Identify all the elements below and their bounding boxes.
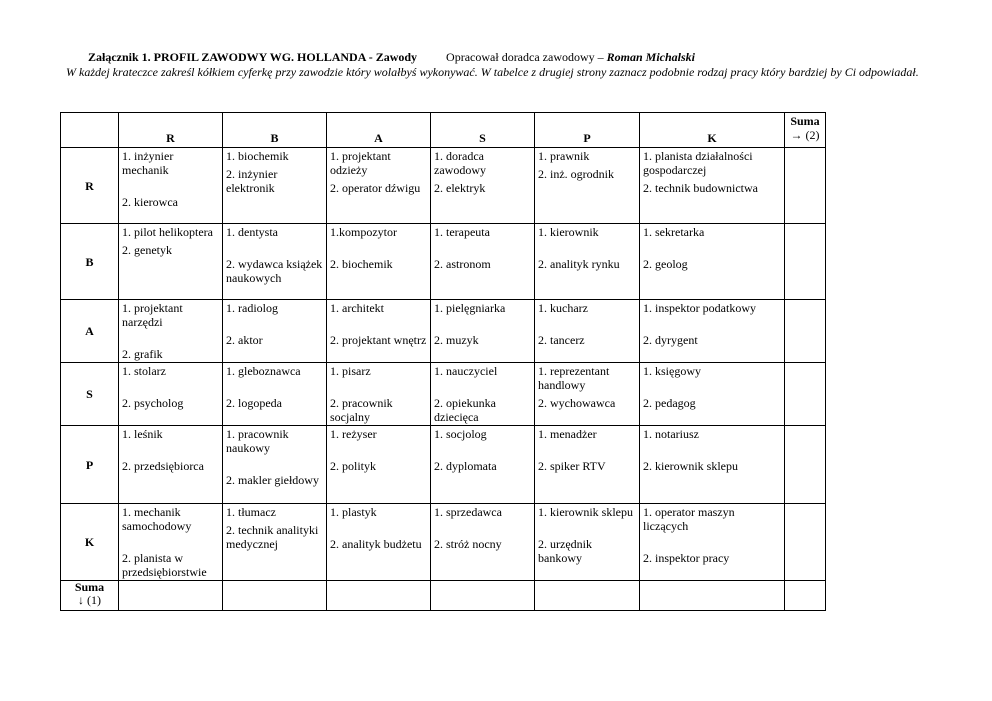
occupation-option-2[interactable]: 2. opiekunka dziecięca	[434, 396, 496, 424]
row-sum-cell[interactable]	[785, 148, 826, 224]
occupation-option-2[interactable]: 2. dyrygent	[643, 333, 698, 347]
occupation-option-2[interactable]: 2. technik analityki medycznej	[226, 523, 319, 551]
occupation-option-1[interactable]: 1. socjolog	[434, 427, 487, 441]
row-header-k: K	[61, 504, 119, 581]
instructions: W każdej krateczce zakreśl kółkiem cyferkę przy zawodzie który wolałbyś wykonywać. W tabelce z drugiej strony zaznacz podobnie rodzaj pracy który bardziej by Ci odpowiadał.	[66, 65, 919, 79]
occupation-option-2[interactable]: 2. pracownik socjalny	[330, 396, 393, 424]
occupation-option-2[interactable]: 2. kierowca	[122, 195, 178, 209]
title-line	[66, 50, 946, 65]
row-sum-cell[interactable]	[785, 363, 826, 426]
column-header-k: K	[640, 113, 785, 148]
occupation-cell	[327, 148, 431, 224]
occupation-option-2[interactable]: 2. muzyk	[434, 333, 479, 347]
column-header-s: S	[431, 113, 535, 148]
column-sum-cell[interactable]	[785, 581, 826, 611]
occupation-cell	[431, 363, 535, 426]
occupation-option-2[interactable]: 2. psycholog	[122, 396, 184, 410]
occupation-option-1[interactable]: 1. leśnik	[122, 427, 163, 441]
table-row	[61, 504, 826, 581]
sum-row	[61, 581, 826, 611]
author-name: Roman Michalski	[606, 50, 696, 64]
occupation-cell	[535, 148, 640, 224]
occupation-option-1[interactable]: 1. projektant odzieży	[330, 149, 391, 177]
occupation-option-1[interactable]: 1. biochemik	[226, 149, 289, 163]
occupation-option-1[interactable]: 1.kompozytor	[330, 225, 397, 239]
occupation-option-2[interactable]: 2. polityk	[330, 459, 377, 473]
column-sum-cell[interactable]	[327, 581, 431, 611]
occupation-option-1[interactable]: 1. księgowy	[643, 364, 701, 378]
occupation-cell	[119, 148, 223, 224]
row-sum-cell[interactable]	[785, 426, 826, 504]
occupation-cell	[640, 148, 785, 224]
occupation-cell	[119, 300, 223, 363]
occupation-option-1[interactable]: 1. menadżer	[538, 427, 597, 441]
occupation-option-1[interactable]: 1. pracownik naukowy	[226, 427, 289, 455]
occupation-cell	[535, 300, 640, 363]
document-title: PROFIL ZAWODWY WG. HOLLANDA - Zawody	[153, 50, 418, 64]
occupation-option-1[interactable]: 1. kierownik	[538, 225, 599, 239]
occupation-cell	[640, 224, 785, 300]
column-sum-cell[interactable]	[119, 581, 223, 611]
occupation-option-2[interactable]: 2. grafik	[122, 347, 163, 361]
occupation-cell	[119, 363, 223, 426]
occupation-option-1[interactable]: 1. kierownik sklepu	[538, 505, 633, 519]
occupation-option-1[interactable]: 1. reżyser	[330, 427, 377, 441]
row-sum-cell[interactable]	[785, 224, 826, 300]
occupation-option-2[interactable]: 2. przedsiębiorca	[122, 459, 204, 473]
occupation-option-2[interactable]: 2. planista w przedsiębiorstwie	[122, 551, 207, 579]
sum-row-header	[61, 581, 119, 611]
occupation-cell	[431, 300, 535, 363]
occupation-option-1[interactable]: 1. notariusz	[643, 427, 699, 441]
occupation-option-2[interactable]: 2. stróż nocny	[434, 537, 502, 551]
occupation-option-2[interactable]: 2. genetyk	[122, 243, 172, 257]
occupation-option-1[interactable]: 1. radiolog	[226, 301, 278, 315]
sum-row-sub: ↓ (1)	[78, 593, 101, 607]
occupation-option-1[interactable]: 1. prawnik	[538, 149, 590, 163]
occupation-option-1[interactable]: 1. stolarz	[122, 364, 166, 378]
row-header-p: P	[61, 426, 119, 504]
table-row	[61, 224, 826, 300]
occupation-cell	[535, 363, 640, 426]
occupation-cell	[431, 504, 535, 581]
occupation-option-1[interactable]: 1. architekt	[330, 301, 384, 315]
occupation-cell	[119, 504, 223, 581]
occupation-option-2[interactable]: 2. wydawca książek naukowych	[226, 257, 323, 285]
row-header-r: R	[61, 148, 119, 224]
occupation-cell	[640, 300, 785, 363]
occupation-option-1[interactable]: 1. gleboznawca	[226, 364, 301, 378]
occupation-option-2[interactable]: 2. inżynier elektronik	[226, 167, 278, 195]
occupation-cell	[223, 363, 327, 426]
sum-row-label: Suma	[74, 580, 105, 594]
occupation-option-1[interactable]: 1. sekretarka	[643, 225, 705, 239]
occupation-option-1[interactable]: 1. projektant narzędzi	[122, 301, 183, 329]
occupation-option-2[interactable]: 2. kierownik sklepu	[643, 459, 738, 473]
row-sum-cell[interactable]	[785, 504, 826, 581]
occupation-option-1[interactable]: 1. dentysta	[226, 225, 278, 239]
occupation-option-1[interactable]: 1. tłumacz	[226, 505, 276, 519]
occupation-option-2[interactable]: 2. elektryk	[434, 181, 486, 195]
occupation-cell	[431, 224, 535, 300]
occupation-option-1[interactable]: 1. pisarz	[330, 364, 371, 378]
occupation-cell	[535, 504, 640, 581]
table-row	[61, 363, 826, 426]
occupation-cell	[327, 504, 431, 581]
occupation-cell	[640, 363, 785, 426]
occupation-option-2[interactable]: 2. inż. ogrodnik	[538, 167, 614, 181]
occupation-option-1[interactable]: 1. plastyk	[330, 505, 377, 519]
column-header-a: A	[327, 113, 431, 148]
occupation-cell	[640, 426, 785, 504]
occupation-cell	[535, 426, 640, 504]
occupation-option-2[interactable]: 2. makler giełdowy	[226, 473, 319, 487]
corner-cell	[61, 113, 119, 148]
occupation-option-2[interactable]: 2. spiker RTV	[538, 459, 606, 473]
column-header-p: P	[535, 113, 640, 148]
occupation-cell	[223, 224, 327, 300]
column-sum-cell[interactable]	[223, 581, 327, 611]
author-prefix: Opracował doradca zawodowy –	[446, 50, 604, 64]
occupation-cell	[640, 504, 785, 581]
sum-column-label: Suma	[790, 114, 820, 128]
occupation-option-1[interactable]: 1. doradca zawodowy	[434, 149, 486, 177]
occupation-option-2[interactable]: 2. technik budownictwa	[643, 181, 758, 195]
occupation-cell	[431, 148, 535, 224]
occupation-option-1[interactable]: 1. sprzedawca	[434, 505, 502, 519]
occupation-option-2[interactable]: 2. analityk rynku	[538, 257, 620, 271]
occupation-cell	[327, 363, 431, 426]
occupation-cell	[327, 300, 431, 363]
sum-column-header	[785, 113, 826, 148]
appendix-label: Załącznik 1.	[88, 50, 151, 64]
occupation-option-2[interactable]: 2. geolog	[643, 257, 688, 271]
occupation-option-1[interactable]: 1. reprezentant handlowy	[538, 364, 610, 392]
occupation-cell	[223, 426, 327, 504]
column-sum-cell[interactable]	[640, 581, 785, 611]
occupation-cell	[327, 224, 431, 300]
occupation-option-2[interactable]: 2. biochemik	[330, 257, 393, 271]
row-header-a: A	[61, 300, 119, 363]
occupation-option-1[interactable]: 1. nauczyciel	[434, 364, 498, 378]
holland-profile-table	[60, 112, 826, 611]
table-row	[61, 426, 826, 504]
occupation-option-1[interactable]: 1. planista działalności gospodarczej	[643, 149, 753, 177]
occupation-cell	[327, 426, 431, 504]
occupation-cell	[119, 224, 223, 300]
occupation-option-1[interactable]: 1. operator maszyn liczących	[643, 505, 735, 533]
occupation-option-2[interactable]: 2. astronom	[434, 257, 491, 271]
occupation-option-2[interactable]: 2. tancerz	[538, 333, 585, 347]
occupation-option-2[interactable]: 2. inspektor pracy	[643, 551, 730, 565]
table-header-row	[61, 113, 826, 148]
column-sum-cell[interactable]	[535, 581, 640, 611]
occupation-option-1[interactable]: 1. mechanik samochodowy	[122, 505, 192, 533]
occupation-option-2[interactable]: 2. pedagog	[643, 396, 696, 410]
row-header-s: S	[61, 363, 119, 426]
occupation-option-2[interactable]: 2. urzędnik bankowy	[538, 537, 592, 565]
occupation-cell	[119, 426, 223, 504]
occupation-cell	[223, 148, 327, 224]
occupation-option-2[interactable]: 2. operator dźwigu	[330, 181, 421, 195]
column-header-b: B	[223, 113, 327, 148]
row-header-b: B	[61, 224, 119, 300]
occupation-option-1[interactable]: 1. kucharz	[538, 301, 588, 315]
row-sum-cell[interactable]	[785, 300, 826, 363]
occupation-cell	[431, 426, 535, 504]
occupation-option-1[interactable]: 1. inżynier mechanik	[122, 149, 174, 177]
column-sum-cell[interactable]	[431, 581, 535, 611]
occupation-option-1[interactable]: 1. pielęgniarka	[434, 301, 506, 315]
table-row	[61, 300, 826, 363]
occupation-option-2[interactable]: 2. logopeda	[226, 396, 282, 410]
table-row	[61, 148, 826, 224]
document-header	[66, 50, 946, 80]
occupation-option-2[interactable]: 2. dyplomata	[434, 459, 497, 473]
occupation-cell	[223, 504, 327, 581]
occupation-option-1[interactable]: 1. inspektor podatkowy	[643, 301, 756, 315]
occupation-option-2[interactable]: 2. analityk budżetu	[330, 537, 422, 551]
occupation-option-1[interactable]: 1. pilot helikoptera	[122, 225, 213, 239]
occupation-option-1[interactable]: 1. terapeuta	[434, 225, 490, 239]
column-header-r: R	[119, 113, 223, 148]
occupation-cell	[535, 224, 640, 300]
occupation-cell	[223, 300, 327, 363]
occupation-option-2[interactable]: 2. wychowawca	[538, 396, 616, 410]
occupation-option-2[interactable]: 2. aktor	[226, 333, 263, 347]
occupation-option-2[interactable]: 2. projektant wnętrz	[330, 333, 427, 347]
sum-column-sub: → (2)	[790, 128, 820, 142]
